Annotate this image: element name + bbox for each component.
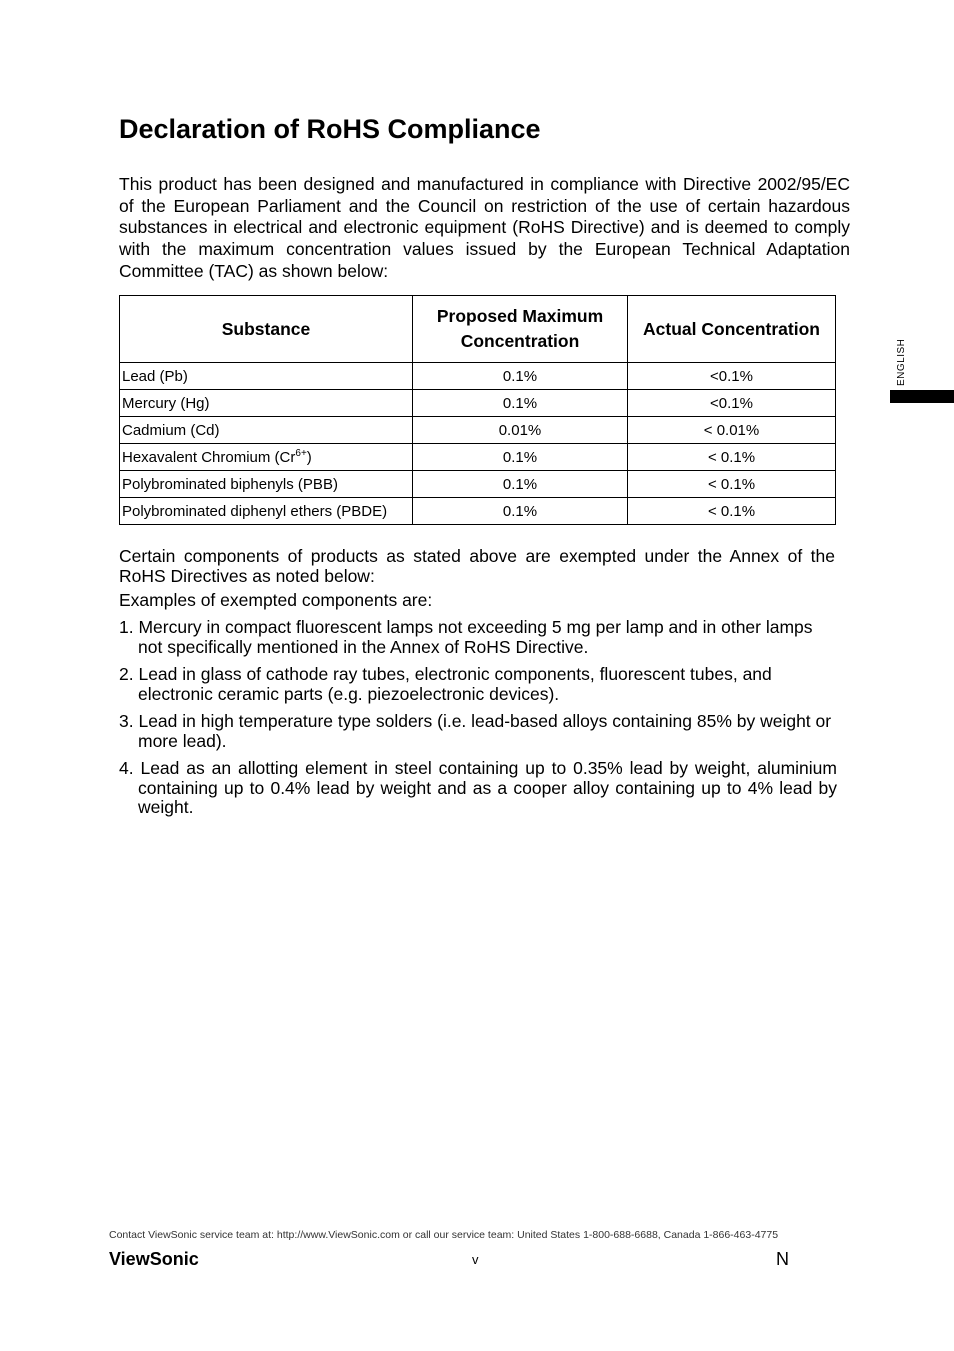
cell-substance: Cadmium (Cd) — [120, 417, 413, 444]
exempt-intro-paragraph: Certain components of products as stated above are exempted under the Annex of the RoHS Directives as noted below: — [119, 546, 835, 586]
list-item: 4. Lead as an allotting element in steel containing up to 0.35% lead by weight, aluminium containing up to 0.4% lead by weight and as a cooper alloy containing up to 4% lead by weight. — [119, 758, 837, 817]
list-item: 2. Lead in glass of cathode ray tubes, electronic components, fluorescent tubes, and electronic ceramic parts (e.g. piezoelectronic devices). — [119, 664, 772, 704]
substance-name: Hexavalent Chromium (Cr — [122, 449, 296, 466]
table-row — [120, 498, 836, 525]
cell-actual: < 0.01% — [628, 417, 836, 444]
substance-close: ) — [306, 449, 312, 466]
cell-actual: < 0.1% — [628, 498, 836, 525]
header-proposed-line1: Proposed Maximum — [436, 306, 604, 326]
header-proposed-max — [413, 296, 628, 363]
header-actual: Actual Concentration — [628, 296, 836, 363]
intro-paragraph: This product has been designed and manufactured in compliance with Directive 2002/95/EC of the European Parliament and the Council on restriction of the use of certain hazardous substances in electrical and electronic equipment (RoHS Directive) and is deemed to comply with the maximum concentration values issued by the European Technical Adaptation Committee (TAC) as shown below: — [119, 174, 850, 281]
brand-logo: ViewSonic — [109, 1249, 199, 1269]
cell-proposed: 0.1% — [413, 363, 628, 390]
exemption-list — [119, 618, 837, 826]
cell-actual: < 0.1% — [628, 444, 836, 471]
examples-heading: Examples of exempted components are: — [119, 590, 433, 610]
table-header-row — [120, 296, 836, 363]
page-title: Declaration of RoHS Compliance — [119, 114, 541, 144]
cell-substance: Polybrominated diphenyl ethers (PBDE) — [120, 498, 413, 525]
cell-proposed: 0.1% — [413, 498, 628, 525]
cell-substance: Lead (Pb) — [120, 363, 413, 390]
cell-actual: <0.1% — [628, 363, 836, 390]
cell-substance — [120, 444, 413, 471]
cell-proposed: 0.1% — [413, 444, 628, 471]
list-item: 1. Mercury in compact fluorescent lamps not exceeding 5 mg per lamp and in other lamps not specifically mentioned in the Annex of RoHS Directive. — [119, 617, 813, 657]
language-tab-marker — [890, 390, 954, 403]
table-row — [120, 471, 836, 498]
header-substance: Substance — [120, 296, 413, 363]
table-row — [120, 390, 836, 417]
cell-proposed: 0.1% — [413, 390, 628, 417]
page-number: v — [472, 1252, 479, 1267]
cell-substance: Polybrominated biphenyls (PBB) — [120, 471, 413, 498]
superscript: 6+ — [295, 448, 307, 459]
table-row — [120, 363, 836, 390]
language-tab-label: ENGLISH — [896, 338, 907, 386]
table-row — [120, 417, 836, 444]
table-row — [120, 444, 836, 471]
cell-actual: <0.1% — [628, 390, 836, 417]
cell-actual: < 0.1% — [628, 471, 836, 498]
cell-proposed: 0.01% — [413, 417, 628, 444]
footer-contact: Contact ViewSonic service team at: http://www.ViewSonic.com or call our service team: United States 1-800-688-6688, Canada 1-866-463-4775 — [109, 1229, 779, 1241]
cell-substance: Mercury (Hg) — [120, 390, 413, 417]
model-label: N — [776, 1249, 789, 1269]
header-proposed-line2: Concentration — [460, 331, 580, 351]
rohs-table — [119, 295, 836, 525]
list-item: 3. Lead in high temperature type solders (i.e. lead-based alloys containing 85% by weight or more lead). — [119, 711, 832, 751]
cell-proposed: 0.1% — [413, 471, 628, 498]
